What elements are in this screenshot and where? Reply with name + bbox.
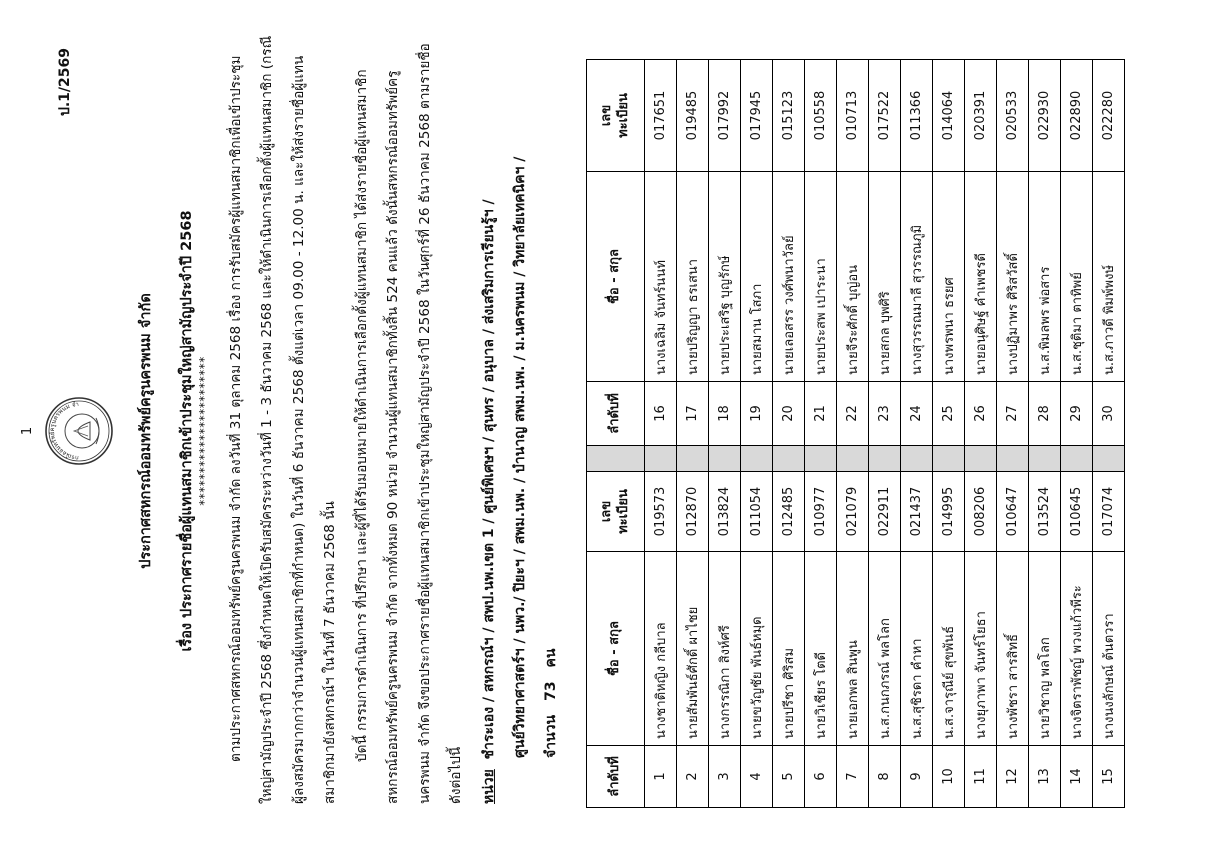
cell-reg: 015123 (773, 60, 805, 172)
column-divider (587, 446, 645, 472)
paragraph-2-line-1: บัดนี้ กรรมการดำเนินการ ที่ปรึกษา และผู้ที่ได้รับมอบหมายให้ดำเนินการเลือกตั้งผู้แทนสมาชิก ได้ส่งรายชื่อผู้แทนสมาชิก (354, 69, 370, 762)
cell-no: 20 (773, 382, 805, 446)
table-row (1061, 60, 1093, 808)
column-divider (837, 446, 869, 472)
column-divider (933, 446, 965, 472)
paragraph-1-line-2: ใหญ่สามัญประจำปี 2568 ซึ่งกำหนดให้เปิดรับสมัครระหว่างวันที่ 1 - 3 ธันวาคม 2568 และให้ดำเนินการเลือกตั้งผู้แทนสมาชิก (กรณี (259, 35, 275, 804)
column-divider (965, 446, 997, 472)
cell-name: นายอนุศิษฐ์ คำเพชรดี (965, 172, 997, 382)
column-divider (773, 446, 805, 472)
cell-no: 25 (933, 382, 965, 446)
cell-reg: 010558 (805, 60, 837, 172)
cell-no: 27 (997, 382, 1029, 446)
cell-reg: 008206 (965, 472, 997, 552)
cell-reg: 021437 (901, 472, 933, 552)
column-divider (709, 446, 741, 472)
cell-name: น.ส.พิมลพร พ่อสาร (1029, 172, 1061, 382)
announcement-subject: เรื่อง ประกาศรายชื่อผู้แทนสมาชิกเข้าประชุมใหญ่สามัญประจำปี 2568 (179, 210, 195, 652)
count-value: 73 (543, 681, 559, 701)
column-divider (677, 446, 709, 472)
cell-reg: 020533 (997, 60, 1029, 172)
cell-no: 2 (677, 746, 709, 808)
cell-no: 1 (645, 746, 677, 808)
cell-name: นางจิตราพัชญ์ พวงแก้วพีระ (1061, 552, 1093, 746)
cell-reg: 012485 (773, 472, 805, 552)
table-row (677, 60, 709, 808)
cell-reg: 013824 (709, 472, 741, 552)
header-no: ลำดับที่ (587, 382, 645, 446)
cell-no: 18 (709, 382, 741, 446)
separator: *********************** (197, 356, 211, 506)
cell-no: 22 (837, 382, 869, 446)
unit-list-text-1: ชำระเอง / สหกรณ์ฯ / สพป.นพ.เขต 1 / ศูนย์พิเศษฯ / สุนทร / อนุบาล / ส่งเสริมการเรียนรู้ฯ / (481, 199, 497, 760)
cell-name: นางพัชรา สารสิทธิ์ (997, 552, 1029, 746)
cell-name: นายวิชาญ พลโลก (1029, 552, 1061, 746)
cell-no: 10 (933, 746, 965, 808)
table-row (1093, 60, 1125, 808)
paragraph-1-line-1: ตามประกาศสหกรณ์ออมทรัพย์ครูนครพนม จำกัด ลงวันที่ 31 ตุลาคม 2568 เรื่อง การรับสมัครผู้แทนสมาชิกเพื่อเข้าประชุม (228, 55, 244, 762)
table-row (709, 60, 741, 808)
table-row (741, 60, 773, 808)
cell-reg: 010647 (997, 472, 1029, 552)
header-reg: เลข ทะเบียน (587, 60, 645, 172)
cell-reg: 011054 (741, 472, 773, 552)
cell-name: น.ส.จารุณีย์ สุขพันธ์ (933, 552, 965, 746)
cell-no: 28 (1029, 382, 1061, 446)
cell-reg: 011366 (901, 60, 933, 172)
column-divider (741, 446, 773, 472)
column-divider (1061, 446, 1093, 472)
cell-reg: 010977 (805, 472, 837, 552)
paragraph-2-line-3: นครพนม จำกัด จึงขอประกาศรายชื่อผู้แทนสมาชิกเข้าประชุมใหญ่สามัญประจำปี 2568 ในวันศุกร์ที่ 26 ธันวาคม 2568 ตามรายชื่อ (417, 43, 433, 804)
cell-reg: 022890 (1061, 60, 1093, 172)
cell-name: นายประสพ เปาระนา (805, 172, 837, 382)
cell-name: นายประเสริฐ บุญรักษ์ (709, 172, 741, 382)
cell-reg: 022280 (1093, 60, 1125, 172)
cell-reg: 013524 (1029, 472, 1061, 552)
cell-name: นายสมาน โสภา (741, 172, 773, 382)
column-divider (1093, 446, 1125, 472)
column-divider (805, 446, 837, 472)
header-name: ชื่อ - สกุล (587, 172, 645, 382)
paragraph-1-line-4: สมาชิกมายังสหกรณ์ฯ ในวันที่ 7 ธันวาคม 2568 นั้น (322, 501, 338, 804)
cell-name: นายปริญญา ธรเสนา (677, 172, 709, 382)
cooperative-seal-icon (44, 396, 114, 466)
column-divider (645, 446, 677, 472)
cell-no: 15 (1093, 746, 1125, 808)
document-code: ป.1/2569 (57, 48, 73, 117)
cell-no: 5 (773, 746, 805, 808)
header-reg: เลข ทะเบียน (587, 472, 645, 552)
member-count (540, 649, 562, 759)
count-label: จำนวน (543, 714, 559, 758)
cell-reg: 017992 (709, 60, 741, 172)
cell-no: 24 (901, 382, 933, 446)
header-no: ลำดับที่ (587, 746, 645, 808)
cell-no: 9 (901, 746, 933, 808)
table-row (965, 60, 997, 808)
table-row (901, 60, 933, 808)
cell-reg: 019485 (677, 60, 709, 172)
paragraph-2-line-2: สหกรณ์ออมทรัพย์ครูนครพนม จำกัด จากทั้งหมด 90 หน่วย จำนวนผู้แทนสมาชิกทั้งสิ้น 524 คนแล้ว ดังนั้นสหกรณ์ออมทรัพย์ครู (385, 70, 401, 804)
cell-no: 19 (741, 382, 773, 446)
cell-name: นางเฉลิม จันทร์นนท์ (645, 172, 677, 382)
seal-text: กรณ์ออมทรัพย์ครูนครพนม จำ (48, 400, 80, 462)
column-divider (869, 446, 901, 472)
cell-reg: 017522 (869, 60, 901, 172)
table-row (773, 60, 805, 808)
cell-name: นายเลอสรร วงศ์พนาวัลย์ (773, 172, 805, 382)
cell-reg: 022930 (1029, 60, 1061, 172)
table-header-row (587, 60, 645, 808)
cell-no: 23 (869, 382, 901, 446)
cell-name: นายสกล บุพศิริ (869, 172, 901, 382)
cell-reg: 014995 (933, 472, 965, 552)
representatives-table (586, 59, 1125, 808)
cell-no: 12 (997, 746, 1029, 808)
cell-reg: 010645 (1061, 472, 1093, 552)
page-number: 1 (20, 426, 35, 436)
cell-no: 16 (645, 382, 677, 446)
column-divider (1029, 446, 1061, 472)
cell-reg: 017651 (645, 60, 677, 172)
cell-reg: 014064 (933, 60, 965, 172)
table-row (1029, 60, 1061, 808)
cell-no: 21 (805, 382, 837, 446)
cell-name: นางยุภาพา จันทร์โยธา (965, 552, 997, 746)
cell-no: 17 (677, 382, 709, 446)
cell-name: น.ส.ภาวดี พิมพ์พงษ์ (1093, 172, 1125, 382)
unit-label: หน่วย (481, 769, 497, 804)
cell-reg: 010713 (837, 60, 869, 172)
table-row (837, 60, 869, 808)
cell-name: น.ส.กนกภรณ์ พลโลก (869, 552, 901, 746)
cell-reg: 019573 (645, 472, 677, 552)
paragraph-1-line-3: ผู้ลงสมัครมากกว่าจำนวนผู้แทนสมาชิกที่กำหนด) ในวันที่ 6 ธันวาคม 2568 ตั้งแต่เวลา 09.00 - 12.00 น. และให้ส่งรายชื่อผู้แทน (291, 55, 307, 804)
cell-reg: 017945 (741, 60, 773, 172)
table-row (933, 60, 965, 808)
column-divider (997, 446, 1029, 472)
cell-reg: 020391 (965, 60, 997, 172)
cell-name: นางพรพนา ธรยศ (933, 172, 965, 382)
paragraph-2-line-4: ดังต่อไปนี้ (448, 746, 464, 804)
cell-reg: 017074 (1093, 472, 1125, 552)
cell-name: นางกรรณิกา สิงห์ศรี (709, 552, 741, 746)
cell-name: นางนงลักษณ์ ต้นตวรา (1093, 552, 1125, 746)
table-row (869, 60, 901, 808)
cell-name: นายเอกพล สินพูน (837, 552, 869, 746)
cell-no: 7 (837, 746, 869, 808)
cell-name: นายสัมพันธ์ศักดิ์ ผาไชย (677, 552, 709, 746)
cell-name: นายจีระศักดิ์ บุญ่อน (837, 172, 869, 382)
cell-name: นายปรีชา ศิริสม (773, 552, 805, 746)
table-row (645, 60, 677, 808)
cell-name: นายขวัญชัย พันธ์หมุด (741, 552, 773, 746)
cell-no: 14 (1061, 746, 1093, 808)
header-name: ชื่อ - สกุล (587, 552, 645, 746)
cell-name: นางสุวรรณมาลี สุวรรณภูมิ (901, 172, 933, 382)
cell-no: 3 (709, 746, 741, 808)
column-divider (901, 446, 933, 472)
count-unit: คน (543, 648, 559, 668)
cell-no: 13 (1029, 746, 1061, 808)
table-row (805, 60, 837, 808)
cell-no: 11 (965, 746, 997, 808)
unit-list-line-1 (478, 199, 500, 804)
cell-reg: 012870 (677, 472, 709, 552)
cell-reg: 022911 (869, 472, 901, 552)
unit-list-line-2: ศูนย์วิทยาศาสตร์ฯ / นพว./ ปิยะฯ / สพม.นพ. / บำนาญ สพม.นพ. / ม.นครพนม / วิทยาลัยเทคนิคฯ / (512, 156, 528, 758)
cell-reg: 021079 (837, 472, 869, 552)
cell-name: นางปฏิมาพร ศิริสวัสดิ์ (997, 172, 1029, 382)
cell-no: 30 (1093, 382, 1125, 446)
cell-no: 4 (741, 746, 773, 808)
cell-name: นางชาติหญิง กลีบาล (645, 552, 677, 746)
cell-name: น.ส.ชุติมา ตาทิพย์ (1061, 172, 1093, 382)
cell-no: 8 (869, 746, 901, 808)
announcement-title: ประกาศสหกรณ์ออมทรัพย์ครูนครพนม จำกัด (138, 293, 154, 569)
cell-name: น.ส.สุชิรดา คำหา (901, 552, 933, 746)
table-row (997, 60, 1029, 808)
cell-no: 6 (805, 746, 837, 808)
svg-text:สหกรณ์ออมทรัพย์ครูนครพนม จำกัด (44, 401, 79, 466)
cell-no: 29 (1061, 382, 1093, 446)
cell-name: นายวิเชียร โตดี (805, 552, 837, 746)
cell-no: 26 (965, 382, 997, 446)
